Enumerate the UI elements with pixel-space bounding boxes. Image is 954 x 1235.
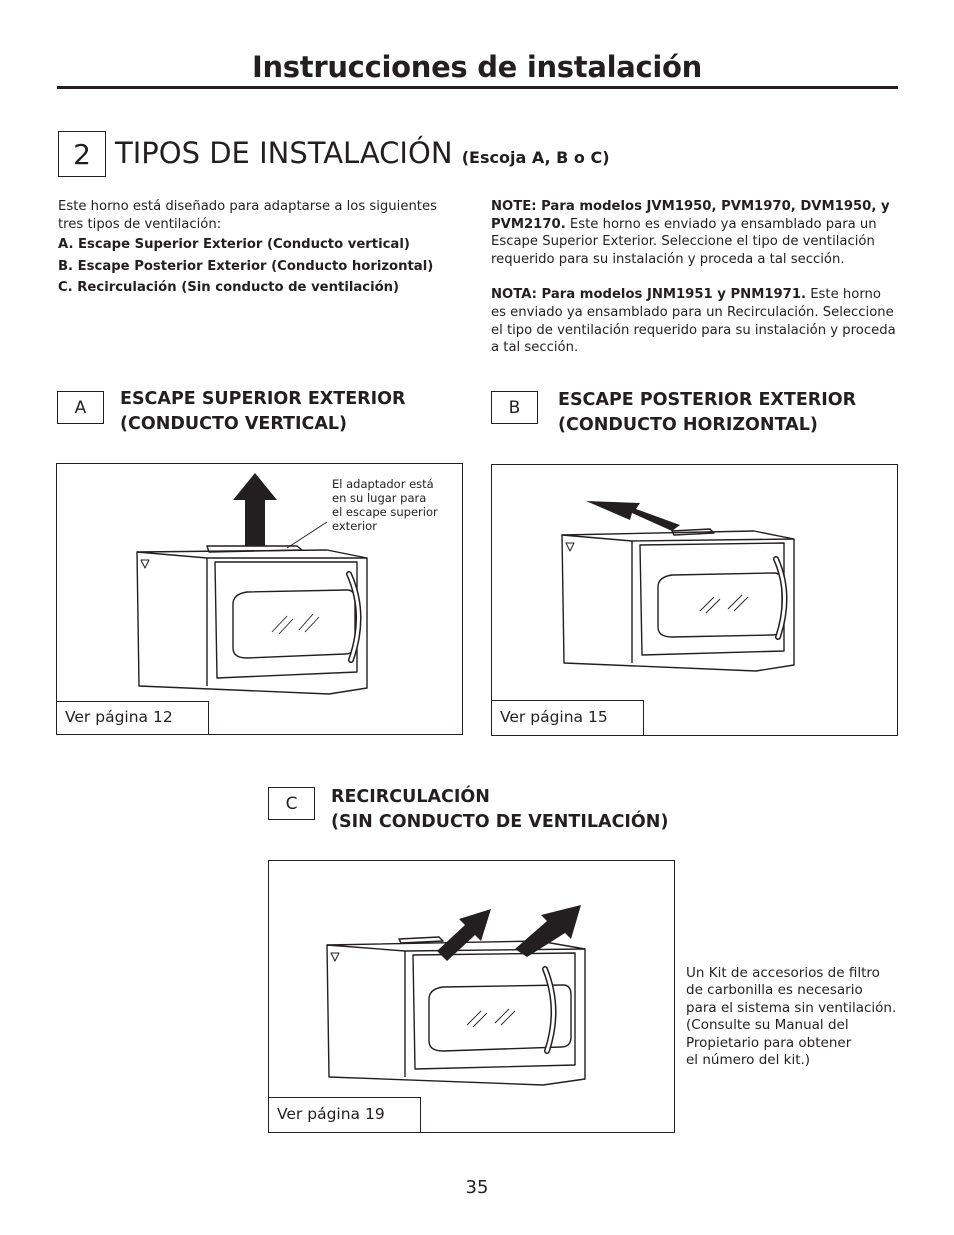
step-heading (115, 136, 610, 170)
note-line: Un Kit de accesorios de filtro (686, 965, 880, 981)
section-a-callout (332, 477, 438, 533)
note-line: Propietario para obtener (686, 1034, 852, 1051)
note-2 (491, 286, 896, 356)
note-1 (491, 198, 896, 268)
section-c-heading-line2: (SIN CONDUCTO DE VENTILACIÓN) (331, 812, 669, 832)
section-a-page-reference: Ver página 12 (57, 701, 209, 734)
section-b-page-reference: Ver página 15 (492, 700, 644, 735)
page-title: Instrucciones de instalación (251, 50, 703, 84)
callout-line: el escape superior (332, 505, 438, 519)
note-line: de carbonilla es necesario (686, 982, 863, 999)
microwave-horizontal-vent-drawing (492, 465, 898, 736)
note-1-text: Este horno es enviado ya ensamblado para un Escape Superior Exterior. Seleccione el tipo de ventilación requerido para su instalación y proceda a tal sección. (491, 216, 877, 267)
section-c-letter: C (285, 793, 298, 814)
callout-line: exterior (332, 519, 377, 533)
step-number: 2 (73, 137, 91, 171)
section-c-illustration (268, 860, 675, 1133)
note-2-label: NOTA: Para modelos JNM1951 y PNM1971. (491, 287, 807, 303)
section-b-illustration (491, 464, 898, 736)
section-c-heading (331, 785, 668, 835)
notes-block (491, 198, 896, 357)
section-c-letter-box (268, 787, 315, 820)
section-a-heading-line1: ESCAPE SUPERIOR EXTERIOR (120, 389, 406, 409)
option-a: A. Escape Superior Exterior (Conducto vertical) (58, 237, 410, 253)
section-a-illustration (56, 463, 463, 735)
page-number: 35 (465, 1177, 489, 1198)
section-b-heading (558, 388, 856, 438)
section-a-heading (120, 387, 406, 437)
section-a-heading-line2: (CONDUCTO VERTICAL) (120, 414, 348, 434)
section-c-heading-line1: RECIRCULACIÓN (331, 787, 490, 807)
note-1-label: NOTE: Para modelos JVM1950, PVM1970, DVM1950, y PVM2170. (491, 199, 890, 232)
note-line: el número del kit.) (686, 1052, 811, 1069)
note-line: (Consulte su Manual del (686, 1017, 849, 1034)
microwave-recirculation-drawing (269, 861, 675, 1133)
callout-line: El adaptador está (332, 477, 434, 491)
section-a-letter-box (57, 391, 104, 424)
option-c: C. Recirculación (Sin conducto de ventilación) (58, 280, 400, 296)
section-c-page-reference: Ver página 19 (269, 1097, 421, 1132)
intro-block (58, 198, 458, 297)
section-b-letter-box (491, 391, 538, 424)
step-number-box (58, 131, 106, 177)
section-b-heading-line2: (CONDUCTO HORIZONTAL) (558, 415, 818, 435)
note-line: para el sistema sin ventilación. (686, 999, 897, 1016)
option-b: B. Escape Posterior Exterior (Conducto horizontal) (58, 258, 434, 274)
note-2-text: Este horno es enviado ya ensamblado para un Recirculación. Seleccione el tipo de ventilación requerido para su instalación y proceda a tal sección. (491, 287, 896, 356)
section-b-heading-line1: ESCAPE POSTERIOR EXTERIOR (558, 390, 857, 410)
step-subtitle: (Escoja A, B o C) (461, 148, 610, 167)
title-divider (57, 86, 898, 89)
step-title: TIPOS DE INSTALACIÓN (115, 136, 453, 170)
section-b-letter: B (508, 397, 521, 418)
intro-text: Este horno está diseñado para adaptarse a los siguientes tres tipos de ventilación: (58, 199, 437, 232)
section-c-note (686, 965, 896, 1069)
callout-line: en su lugar para (332, 491, 427, 505)
section-a-letter: A (74, 397, 87, 418)
